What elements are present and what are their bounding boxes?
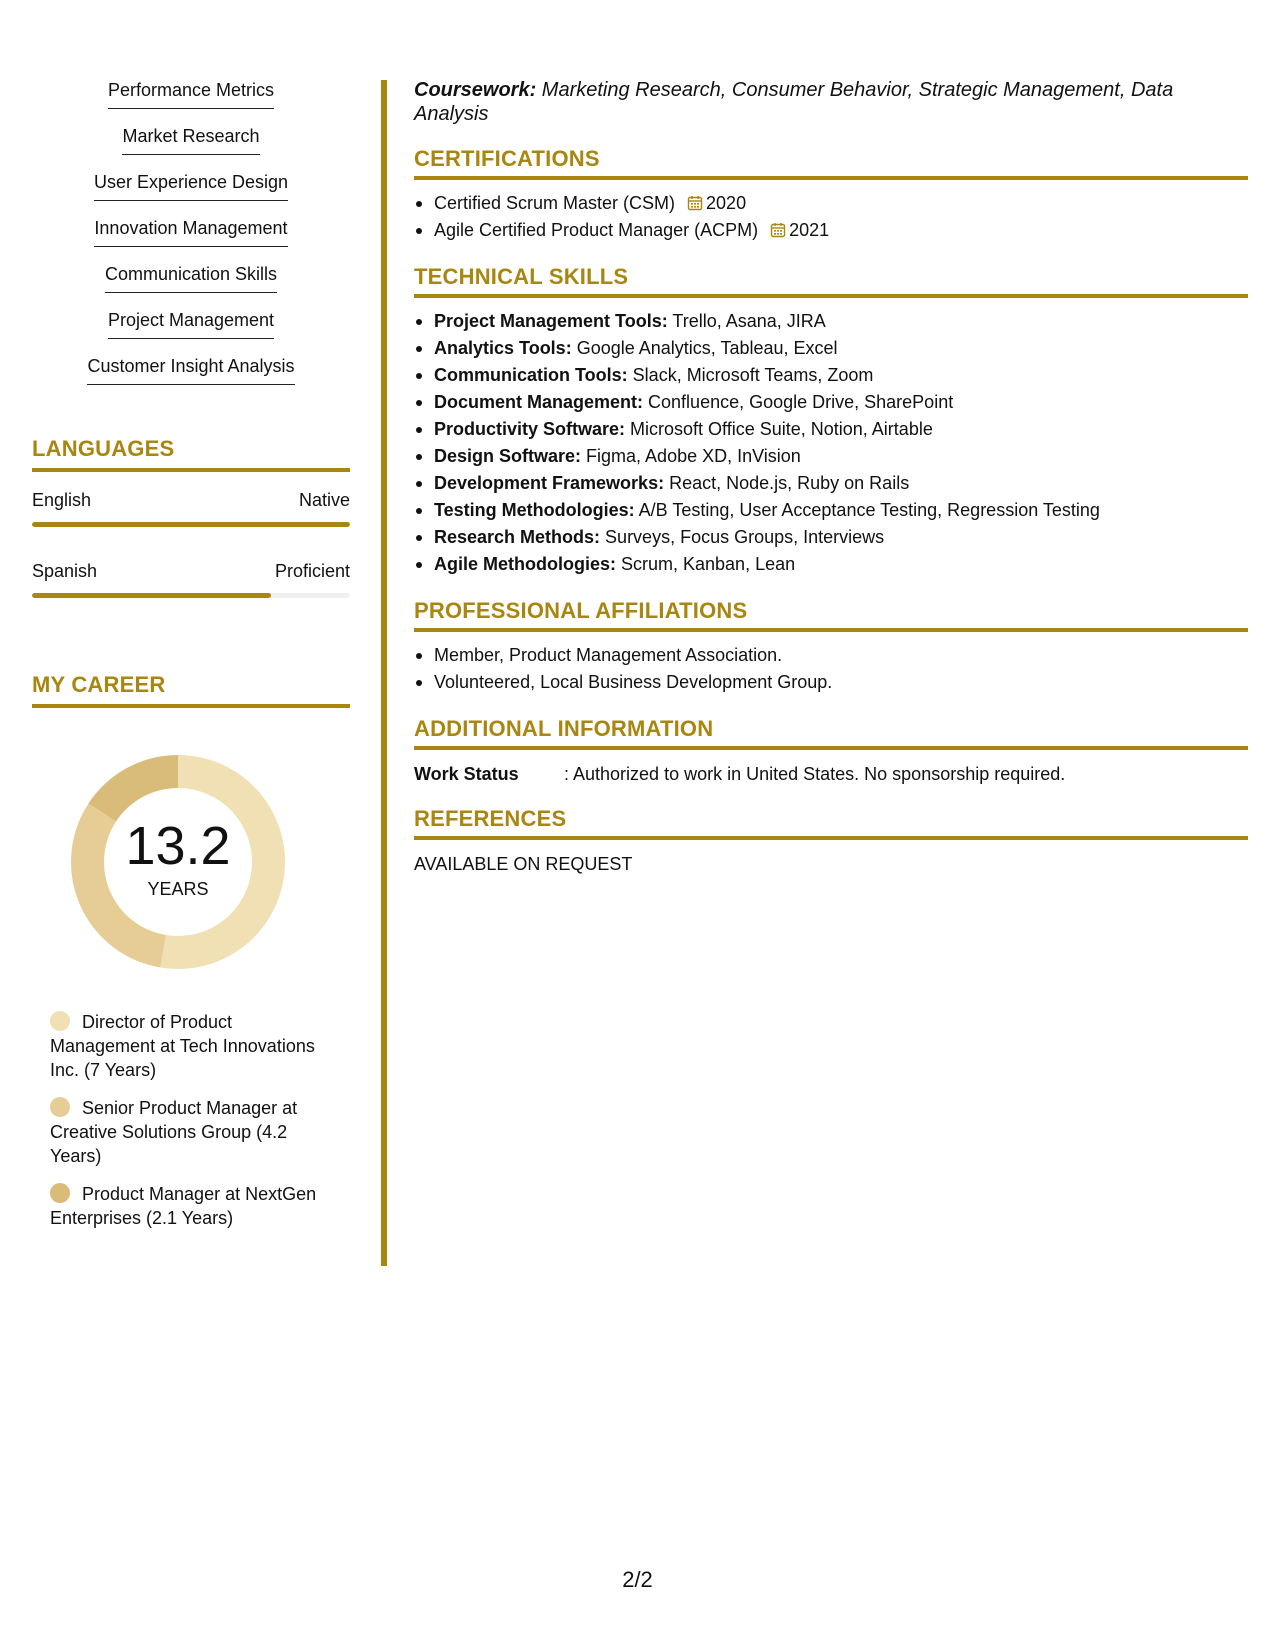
certification-year: 2021: [789, 220, 830, 240]
skill-values: A/B Testing, User Acceptance Testing, Regression Testing: [634, 500, 1100, 520]
skill-item: Market Research: [122, 124, 259, 155]
certifications-section: [414, 146, 1248, 244]
language-row: [32, 559, 350, 598]
right-column: [414, 78, 1248, 896]
affiliations-list: [414, 642, 1248, 696]
certification-name: Certified Scrum Master (CSM): [434, 193, 676, 213]
references-text: AVAILABLE ON REQUEST: [414, 854, 633, 874]
language-level: Proficient: [274, 561, 350, 581]
additional-info-section: [414, 716, 1248, 786]
skill-category: Research Methods:: [434, 527, 601, 547]
career-section: [32, 672, 350, 1230]
technical-skill-item: [434, 362, 1248, 389]
language-row: [32, 488, 350, 527]
technical-skills-section: [414, 264, 1248, 578]
calendar-icon: [770, 222, 786, 238]
coursework: [414, 78, 1248, 126]
skill-category: Agile Methodologies:: [434, 554, 616, 574]
technical-skills-list: [414, 308, 1248, 578]
certification-name: Agile Certified Product Manager (ACPM): [434, 220, 759, 240]
skill-item: User Experience Design: [94, 170, 288, 201]
certifications-list: [414, 190, 1248, 244]
language-name: English: [32, 490, 92, 510]
work-status-row: [414, 762, 1248, 786]
skill-category: Productivity Software:: [434, 419, 626, 439]
technical-skill-item: [434, 443, 1248, 470]
affiliation-item: Volunteered, Local Business Development Group.: [434, 669, 1248, 696]
skill-category: Design Software:: [434, 446, 582, 466]
legend-dot-icon: [50, 1011, 70, 1031]
work-status-value: : Authorized to work in United States. No sponsorship required.: [564, 764, 1066, 784]
technical-skill-item: [434, 551, 1248, 578]
coursework-label: Coursework:: [414, 79, 537, 101]
skill-values: Google Analytics, Tableau, Excel: [571, 338, 838, 358]
column-divider: [381, 80, 387, 1266]
skill-item: Project Management: [108, 308, 274, 339]
affiliations-title: PROFESSIONAL AFFILIATIONS: [414, 598, 1248, 632]
skill-values: Surveys, Focus Groups, Interviews: [600, 527, 885, 547]
language-bar: [32, 522, 350, 527]
legend-dot-icon: [50, 1097, 70, 1117]
skill-category: Project Management Tools:: [434, 311, 668, 331]
technical-skill-item: [434, 497, 1248, 524]
skills-list: [32, 78, 350, 400]
skill-item: Performance Metrics: [108, 78, 274, 109]
skill-values: Microsoft Office Suite, Notion, Airtable: [625, 419, 933, 439]
language-name: Spanish: [32, 561, 98, 581]
skill-category: Analytics Tools:: [434, 338, 572, 358]
page-number: 2/2: [622, 1567, 653, 1592]
skill-category: Document Management:: [434, 392, 644, 412]
career-total-unit: YEARS: [147, 879, 209, 899]
calendar-icon: [687, 195, 703, 211]
affiliation-item: Member, Product Management Association.: [434, 642, 1248, 669]
technical-skills-title: TECHNICAL SKILLS: [414, 264, 1248, 298]
skill-values: Slack, Microsoft Teams, Zoom: [627, 365, 874, 385]
career-legend-item: [50, 1182, 320, 1230]
skill-values: Figma, Adobe XD, InVision: [581, 446, 801, 466]
technical-skill-item: [434, 308, 1248, 335]
career-donut-chart: [66, 750, 290, 974]
skill-values: React, Node.js, Ruby on Rails: [664, 473, 910, 493]
additional-info-title: ADDITIONAL INFORMATION: [414, 716, 1248, 750]
certifications-title: CERTIFICATIONS: [414, 146, 1248, 180]
technical-skill-item: [434, 524, 1248, 551]
affiliations-section: [414, 598, 1248, 696]
languages-title: LANGUAGES: [32, 436, 350, 472]
career-legend-item: [50, 1096, 320, 1168]
skill-values: Confluence, Google Drive, SharePoint: [643, 392, 954, 412]
work-status-key: Work Status: [414, 764, 519, 784]
technical-skill-item: [434, 389, 1248, 416]
career-total-years: 13.2: [125, 816, 231, 876]
skill-category: Testing Methodologies:: [434, 500, 635, 520]
career-role-label: Product Manager at NextGen Enterprises (2.1 Years): [50, 1184, 317, 1228]
donut-center: [66, 750, 290, 974]
references-section: [414, 806, 1248, 876]
career-title: MY CAREER: [32, 672, 350, 708]
career-legend: [32, 1010, 320, 1230]
certification-item: [434, 190, 1248, 217]
career-role-label: Senior Product Manager at Creative Solutions Group (4.2 Years): [50, 1098, 298, 1166]
legend-dot-icon: [50, 1183, 70, 1203]
technical-skill-item: [434, 335, 1248, 362]
technical-skill-item: [434, 416, 1248, 443]
skill-values: Trello, Asana, JIRA: [667, 311, 826, 331]
coursework-text: Marketing Research, Consumer Behavior, Strategic Management, Data Analysis: [414, 79, 1174, 125]
skill-item: Communication Skills: [105, 262, 277, 293]
language-bar-fill: [32, 593, 271, 598]
skill-category: Development Frameworks:: [434, 473, 665, 493]
career-legend-item: [50, 1010, 320, 1082]
career-role-label: Director of Product Management at Tech Innovations Inc. (7 Years): [50, 1012, 315, 1080]
language-bar-fill: [32, 522, 350, 527]
left-column: [32, 78, 350, 1244]
references-title: REFERENCES: [414, 806, 1248, 840]
skill-item: Customer Insight Analysis: [87, 354, 294, 385]
certification-item: [434, 217, 1248, 244]
skill-category: Communication Tools:: [434, 365, 628, 385]
skill-values: Scrum, Kanban, Lean: [616, 554, 796, 574]
technical-skill-item: [434, 470, 1248, 497]
language-level: Native: [298, 490, 350, 510]
language-bar: [32, 593, 350, 598]
certification-year: 2020: [706, 193, 747, 213]
languages-section: [32, 436, 350, 598]
skill-item: Innovation Management: [94, 216, 287, 247]
